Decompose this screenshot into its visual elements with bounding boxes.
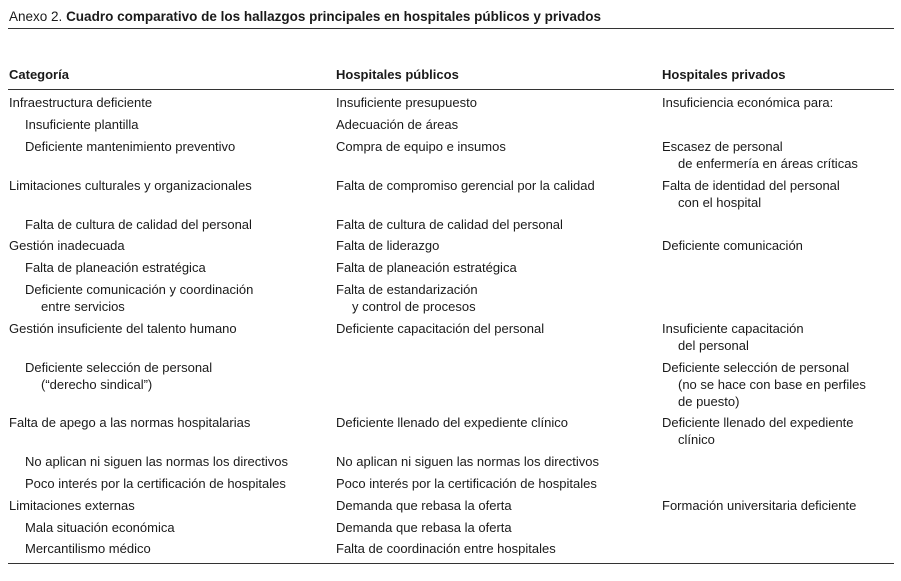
table-cell-priv xyxy=(662,94,833,111)
table-cell-pub xyxy=(336,94,477,111)
table-cell-line: Deficiente selección de personal xyxy=(662,360,850,375)
table-cell-cat xyxy=(9,177,252,194)
table-cell-priv xyxy=(662,359,866,410)
table-cell-pub xyxy=(336,320,544,337)
table-cell-priv xyxy=(662,320,804,354)
table-cell-line: Compra de equipo e insumos xyxy=(336,139,506,154)
table-cell-line: Deficiente capacitación del personal xyxy=(336,321,545,336)
table-cell-cat xyxy=(25,359,212,393)
table-cell-cat xyxy=(25,259,206,276)
table-cell-line: Formación universitaria deficiente xyxy=(662,498,857,513)
table-cell-cat xyxy=(25,519,175,536)
table-cell-priv xyxy=(662,414,854,448)
table-cell-line: Falta de identidad del personal xyxy=(662,178,840,193)
caption-title: Cuadro comparativo de los hallazgos principales en hospitales públicos y privados xyxy=(66,9,601,24)
caption-prefix: Anexo 2. xyxy=(9,9,63,24)
table-cell-line: Falta de coordinación entre hospitales xyxy=(336,541,556,556)
table-cell-cat xyxy=(25,281,253,315)
table-cell-line: de enfermería en áreas críticas xyxy=(678,156,858,171)
table-cell-line: Deficiente selección de personal xyxy=(25,360,213,375)
table-cell-line: de puesto) xyxy=(678,394,740,409)
table-cell-line: y control de procesos xyxy=(352,299,476,314)
table-cell-pub xyxy=(336,519,512,536)
table-cell-line: Mercantilismo médico xyxy=(25,541,151,556)
table-cell-line: (no se hace con base en perfiles xyxy=(678,377,866,392)
table-cell-line: Deficiente comunicación y coordinación xyxy=(25,282,254,297)
header-hospitales-privados: Hospitales privados xyxy=(662,67,786,82)
table-cell-pub xyxy=(336,497,512,514)
table-cell-line: Insuficiente presupuesto xyxy=(336,95,477,110)
table-cell-line: Deficiente llenado del expediente xyxy=(662,415,854,430)
table-cell-line: Limitaciones culturales y organizacionales xyxy=(9,178,252,193)
bottom-rule xyxy=(8,563,894,564)
table-cell-line: clínico xyxy=(678,432,715,447)
table-cell-cat xyxy=(9,320,237,337)
table-cell-cat xyxy=(25,116,138,133)
table-cell-line: Mala situación económica xyxy=(25,520,175,535)
table-cell-line: Deficiente llenado del expediente clínico xyxy=(336,415,568,430)
table-cell-pub xyxy=(336,237,439,254)
table-cell-pub xyxy=(336,453,599,470)
table-cell-line: No aplican ni siguen las normas los directivos xyxy=(25,454,289,469)
table-cell-cat xyxy=(9,237,125,254)
table-cell-priv xyxy=(662,138,858,172)
table-cell-pub xyxy=(336,177,595,194)
table-cell-cat xyxy=(9,497,135,514)
table-cell-cat xyxy=(25,138,235,155)
table-cell-cat xyxy=(25,475,286,492)
table-cell-pub xyxy=(336,259,517,276)
table-cell-line: Falta de planeación estratégica xyxy=(25,260,206,275)
table-cell-line: Demanda que rebasa la oferta xyxy=(336,520,512,535)
table-cell-cat xyxy=(9,414,250,431)
table-cell-pub xyxy=(336,216,563,233)
top-rule xyxy=(8,28,894,29)
table-cell-line: entre servicios xyxy=(41,299,125,314)
table-cell-line: Falta de compromiso gerencial por la calidad xyxy=(336,178,595,193)
header-rule xyxy=(8,89,894,90)
table-cell-pub xyxy=(336,540,556,557)
table-cell-line: Insuficiente capacitación xyxy=(662,321,804,336)
table-cell-line: Insuficiencia económica para: xyxy=(662,95,834,110)
header-categoria: Categoría xyxy=(9,67,69,82)
table-cell-pub xyxy=(336,138,506,155)
header-hospitales-publicos: Hospitales públicos xyxy=(336,67,459,82)
table-cell-line: Escasez de personal xyxy=(662,139,783,154)
table-cell-line: Poco interés por la certificación de hospitales xyxy=(25,476,286,491)
table-cell-line: Falta de cultura de calidad del personal xyxy=(25,217,252,232)
table-cell-line: Deficiente comunicación xyxy=(662,238,803,253)
table-caption xyxy=(9,9,601,24)
table-cell-line: Falta de cultura de calidad del personal xyxy=(336,217,563,232)
table-cell-priv xyxy=(662,177,840,211)
table-cell-line: Falta de estandarización xyxy=(336,282,478,297)
table-cell-line: Limitaciones externas xyxy=(9,498,135,513)
table-cell-cat xyxy=(9,94,152,111)
table-cell-pub xyxy=(336,414,568,431)
table-cell-pub xyxy=(336,475,597,492)
table-cell-cat xyxy=(25,216,252,233)
table-cell-pub xyxy=(336,116,458,133)
table-cell-pub xyxy=(336,281,478,315)
table-cell-line: Deficiente mantenimiento preventivo xyxy=(25,139,236,154)
table-cell-cat xyxy=(25,453,288,470)
table-cell-line: Gestión insuficiente del talento humano xyxy=(9,321,237,336)
table-cell-cat xyxy=(25,540,151,557)
table-cell-line: del personal xyxy=(678,338,749,353)
table-cell-priv xyxy=(662,237,803,254)
table-cell-line: Falta de apego a las normas hospitalarias xyxy=(9,415,251,430)
table-cell-line: Gestión inadecuada xyxy=(9,238,125,253)
table-cell-priv xyxy=(662,497,856,514)
table-cell-line: Infraestructura deficiente xyxy=(9,95,153,110)
table-cell-line: Demanda que rebasa la oferta xyxy=(336,498,512,513)
table-cell-line: Falta de planeación estratégica xyxy=(336,260,517,275)
table-cell-line: Insuficiente plantilla xyxy=(25,117,139,132)
table-cell-line: Falta de liderazgo xyxy=(336,238,440,253)
table-cell-line: Poco interés por la certificación de hospitales xyxy=(336,476,597,491)
table-cell-line: No aplican ni siguen las normas los directivos xyxy=(336,454,600,469)
table-cell-line: con el hospital xyxy=(678,195,762,210)
table-cell-line: (“derecho sindical”) xyxy=(41,377,153,392)
table-cell-line: Adecuación de áreas xyxy=(336,117,459,132)
